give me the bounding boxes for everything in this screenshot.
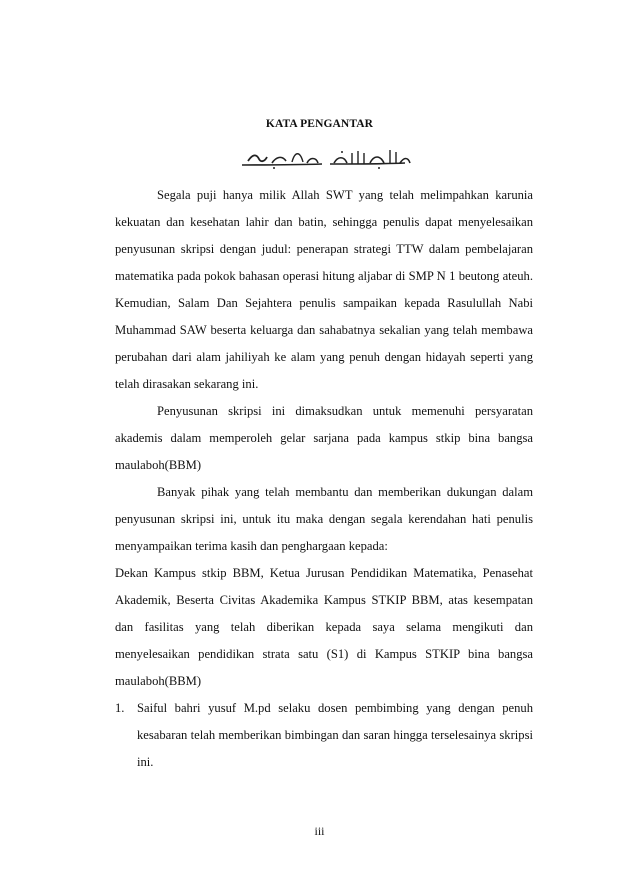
list-item xyxy=(115,695,533,776)
paragraph-opening: Segala puji hanya milik Allah SWT yang telah melimpahkan karunia kekuatan dan kesehatan lahir dan batin, sehingga penulis dapat menyelesaikan penyusunan skripsi dengan judul: penerapan strategi TTW dalam pembelajaran matematika pada pokok bahasan operasi hitung aljabar di SMP N 1 beutong ateuh. Kemudian, Salam Dan Sejahtera penulis sampaikan kepada Rasulullah Nabi Muhammad SAW beserta keluarga dan sahabatnya sekalian yang telah membawa perubahan dari alam jahiliyah ke alam yang penuh dengan hidayah seperti yang telah dirasakan sekarang ini. xyxy=(115,188,533,391)
paragraph-thanks-intro: Banyak pihak yang telah membantu dan memberikan dukungan dalam penyusunan skripsi ini, untuk itu maka dengan segala kerendahan hati penulis menyampaikan terima kasih dan penghargaan kepada: xyxy=(115,485,533,553)
page-number: iii xyxy=(314,824,325,838)
basmala-calligraphy-image xyxy=(234,143,414,173)
document-body xyxy=(115,182,533,776)
list-item-number: 1. xyxy=(115,701,125,715)
list-item-text: Saiful bahri yusuf M.pd selaku dosen pembimbing yang dengan penuh kesabaran telah memberikan bimbingan dan saran hingga terselesainya skripsi ini. xyxy=(137,701,533,769)
paragraph-purpose: Penyusunan skripsi ini dimaksudkan untuk memenuhi persyaratan akademis dalam memperoleh gelar sarjana pada kampus stkip bina bangsa maulaboh(BBM) xyxy=(115,404,533,472)
paragraph-institution-thanks: Dekan Kampus stkip BBM, Ketua Jurusan Pendidikan Matematika, Penasehat Akademik, Beserta Civitas Akademika Kampus STKIP BBM, atas kesempatan dan fasilitas yang telah diberikan kepada saya selama mengikuti dan menyelesaikan pendidikan strata satu (S1) di Kampus STKIP bina bangsa maulaboh(BBM) xyxy=(115,566,533,688)
page-title: KATA PENGANTAR xyxy=(265,118,374,130)
